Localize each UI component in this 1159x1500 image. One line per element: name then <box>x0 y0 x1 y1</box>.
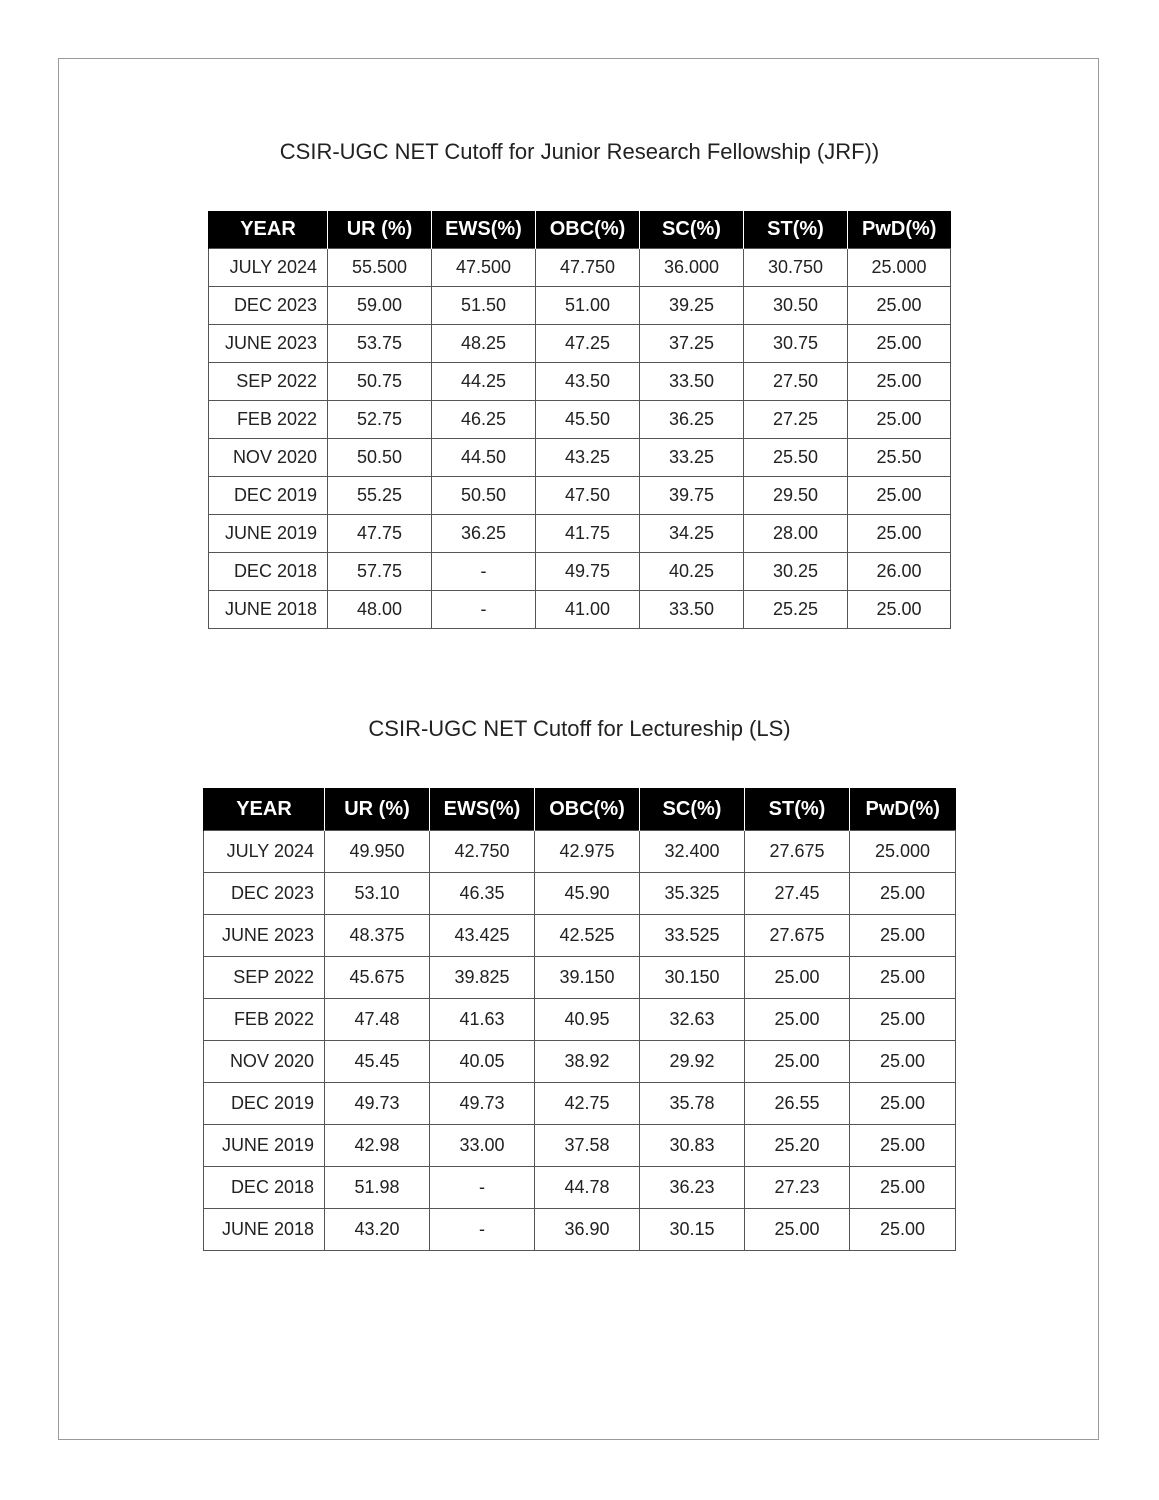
cutoff-value-cell: 46.35 <box>430 873 535 915</box>
year-cell: DEC 2018 <box>209 553 328 591</box>
cutoff-value-cell: 36.25 <box>432 515 536 553</box>
cutoff-value-cell: 25.50 <box>744 439 848 477</box>
year-cell: JUNE 2023 <box>209 325 328 363</box>
table-row <box>204 999 956 1041</box>
cutoff-value-cell: 37.25 <box>640 325 744 363</box>
cutoff-value-cell: 45.45 <box>325 1041 430 1083</box>
cutoff-value-cell: - <box>432 591 536 629</box>
table-header-row <box>209 211 951 249</box>
cutoff-value-cell: 47.500 <box>432 249 536 287</box>
year-cell: DEC 2019 <box>204 1083 325 1125</box>
jrf-cutoff-table <box>208 211 951 629</box>
cutoff-value-cell: 51.00 <box>536 287 640 325</box>
table-header-row <box>204 788 956 831</box>
cutoff-value-cell: - <box>430 1167 535 1209</box>
cutoff-value-cell: 25.50 <box>848 439 951 477</box>
cutoff-value-cell: 32.63 <box>640 999 745 1041</box>
cutoff-value-cell: 25.000 <box>848 249 951 287</box>
cutoff-value-cell: 49.73 <box>430 1083 535 1125</box>
cutoff-value-cell: 44.25 <box>432 363 536 401</box>
cutoff-value-cell: 35.325 <box>640 873 745 915</box>
table-row <box>204 957 956 999</box>
ls-cutoff-table <box>203 788 956 1251</box>
year-cell: SEP 2022 <box>204 957 325 999</box>
cutoff-value-cell: 43.25 <box>536 439 640 477</box>
cutoff-value-cell: 42.75 <box>535 1083 640 1125</box>
cutoff-value-cell: 39.25 <box>640 287 744 325</box>
cutoff-value-cell: 47.48 <box>325 999 430 1041</box>
cutoff-value-cell: 36.23 <box>640 1167 745 1209</box>
cutoff-value-cell: 27.25 <box>744 401 848 439</box>
cutoff-value-cell: 25.00 <box>850 1083 956 1125</box>
cutoff-value-cell: 42.525 <box>535 915 640 957</box>
cutoff-value-cell: 42.750 <box>430 831 535 873</box>
cutoff-value-cell: 30.83 <box>640 1125 745 1167</box>
column-header: SC(%) <box>640 788 745 831</box>
cutoff-value-cell: 25.00 <box>848 287 951 325</box>
cutoff-value-cell: 25.00 <box>848 515 951 553</box>
cutoff-value-cell: 45.675 <box>325 957 430 999</box>
cutoff-value-cell: 33.00 <box>430 1125 535 1167</box>
table-row <box>204 1083 956 1125</box>
table-row <box>209 439 951 477</box>
cutoff-value-cell: 50.50 <box>328 439 432 477</box>
column-header: PwD(%) <box>848 211 951 249</box>
table-row <box>204 873 956 915</box>
column-header: OBC(%) <box>535 788 640 831</box>
cutoff-value-cell: 30.25 <box>744 553 848 591</box>
cutoff-value-cell: 38.92 <box>535 1041 640 1083</box>
cutoff-value-cell: 41.63 <box>430 999 535 1041</box>
table-row <box>209 591 951 629</box>
table-row <box>204 831 956 873</box>
cutoff-value-cell: 25.25 <box>744 591 848 629</box>
cutoff-value-cell: 25.00 <box>850 1041 956 1083</box>
year-cell: FEB 2022 <box>204 999 325 1041</box>
year-cell: JULY 2024 <box>209 249 328 287</box>
cutoff-value-cell: 27.50 <box>744 363 848 401</box>
cutoff-value-cell: 27.675 <box>745 915 850 957</box>
cutoff-value-cell: 30.50 <box>744 287 848 325</box>
year-cell: JULY 2024 <box>204 831 325 873</box>
year-cell: JUNE 2023 <box>204 915 325 957</box>
cutoff-value-cell: 40.05 <box>430 1041 535 1083</box>
cutoff-value-cell: 25.00 <box>850 873 956 915</box>
cutoff-value-cell: 25.00 <box>850 1209 956 1251</box>
table-row <box>204 1125 956 1167</box>
year-cell: JUNE 2019 <box>209 515 328 553</box>
year-cell: DEC 2023 <box>204 873 325 915</box>
cutoff-value-cell: 25.00 <box>745 957 850 999</box>
cutoff-value-cell: 48.00 <box>328 591 432 629</box>
cutoff-value-cell: 34.25 <box>640 515 744 553</box>
cutoff-value-cell: 33.50 <box>640 591 744 629</box>
cutoff-value-cell: 25.00 <box>745 999 850 1041</box>
cutoff-value-cell: 26.55 <box>745 1083 850 1125</box>
cutoff-value-cell: 25.00 <box>850 1125 956 1167</box>
cutoff-value-cell: 33.525 <box>640 915 745 957</box>
cutoff-value-cell: 47.25 <box>536 325 640 363</box>
cutoff-value-cell: 25.00 <box>848 363 951 401</box>
cutoff-value-cell: 33.25 <box>640 439 744 477</box>
cutoff-value-cell: 50.50 <box>432 477 536 515</box>
cutoff-value-cell: 42.98 <box>325 1125 430 1167</box>
cutoff-value-cell: 47.50 <box>536 477 640 515</box>
cutoff-value-cell: 51.50 <box>432 287 536 325</box>
column-header: YEAR <box>204 788 325 831</box>
year-cell: JUNE 2018 <box>209 591 328 629</box>
table-row <box>209 515 951 553</box>
cutoff-value-cell: 28.00 <box>744 515 848 553</box>
table-row <box>204 1167 956 1209</box>
column-header: ST(%) <box>745 788 850 831</box>
cutoff-value-cell: 33.50 <box>640 363 744 401</box>
cutoff-value-cell: 39.825 <box>430 957 535 999</box>
cutoff-value-cell: 55.500 <box>328 249 432 287</box>
year-cell: JUNE 2019 <box>204 1125 325 1167</box>
cutoff-value-cell: 57.75 <box>328 553 432 591</box>
column-header: ST(%) <box>744 211 848 249</box>
year-cell: DEC 2019 <box>209 477 328 515</box>
cutoff-value-cell: - <box>432 553 536 591</box>
cutoff-value-cell: 53.75 <box>328 325 432 363</box>
year-cell: NOV 2020 <box>209 439 328 477</box>
cutoff-value-cell: 47.750 <box>536 249 640 287</box>
cutoff-value-cell: 40.95 <box>535 999 640 1041</box>
year-cell: JUNE 2018 <box>204 1209 325 1251</box>
year-cell: DEC 2018 <box>204 1167 325 1209</box>
cutoff-value-cell: 25.00 <box>850 999 956 1041</box>
cutoff-value-cell: 25.000 <box>850 831 956 873</box>
cutoff-value-cell: 42.975 <box>535 831 640 873</box>
cutoff-value-cell: 30.75 <box>744 325 848 363</box>
column-header: YEAR <box>209 211 328 249</box>
column-header: EWS(%) <box>432 211 536 249</box>
cutoff-value-cell: 48.375 <box>325 915 430 957</box>
table-row <box>204 915 956 957</box>
cutoff-value-cell: 43.425 <box>430 915 535 957</box>
cutoff-value-cell: 25.00 <box>850 1167 956 1209</box>
cutoff-value-cell: 27.23 <box>745 1167 850 1209</box>
cutoff-value-cell: 36.25 <box>640 401 744 439</box>
column-header: OBC(%) <box>536 211 640 249</box>
cutoff-value-cell: 48.25 <box>432 325 536 363</box>
cutoff-value-cell: - <box>430 1209 535 1251</box>
cutoff-value-cell: 25.00 <box>850 957 956 999</box>
table-row <box>204 1209 956 1251</box>
cutoff-value-cell: 49.75 <box>536 553 640 591</box>
cutoff-value-cell: 25.20 <box>745 1125 850 1167</box>
cutoff-value-cell: 30.750 <box>744 249 848 287</box>
cutoff-value-cell: 44.78 <box>535 1167 640 1209</box>
column-header: UR (%) <box>325 788 430 831</box>
cutoff-value-cell: 25.00 <box>850 915 956 957</box>
table-row <box>209 401 951 439</box>
column-header: PwD(%) <box>850 788 956 831</box>
cutoff-value-cell: 43.50 <box>536 363 640 401</box>
cutoff-value-cell: 39.75 <box>640 477 744 515</box>
table-row <box>209 363 951 401</box>
cutoff-value-cell: 47.75 <box>328 515 432 553</box>
table-row <box>204 1041 956 1083</box>
cutoff-value-cell: 25.00 <box>848 401 951 439</box>
cutoff-value-cell: 49.73 <box>325 1083 430 1125</box>
year-cell: SEP 2022 <box>209 363 328 401</box>
cutoff-value-cell: 25.00 <box>745 1209 850 1251</box>
column-header: SC(%) <box>640 211 744 249</box>
year-cell: DEC 2023 <box>209 287 328 325</box>
cutoff-value-cell: 41.75 <box>536 515 640 553</box>
cutoff-value-cell: 59.00 <box>328 287 432 325</box>
cutoff-value-cell: 30.150 <box>640 957 745 999</box>
cutoff-value-cell: 55.25 <box>328 477 432 515</box>
cutoff-value-cell: 50.75 <box>328 363 432 401</box>
cutoff-value-cell: 49.950 <box>325 831 430 873</box>
ls-table-title: CSIR-UGC NET Cutoff for Lectureship (LS) <box>368 716 791 741</box>
cutoff-value-cell: 53.10 <box>325 873 430 915</box>
year-cell: NOV 2020 <box>204 1041 325 1083</box>
cutoff-value-cell: 52.75 <box>328 401 432 439</box>
cutoff-value-cell: 30.15 <box>640 1209 745 1251</box>
year-cell: FEB 2022 <box>209 401 328 439</box>
cutoff-value-cell: 27.45 <box>745 873 850 915</box>
cutoff-value-cell: 25.00 <box>745 1041 850 1083</box>
table-row <box>209 477 951 515</box>
table-row <box>209 553 951 591</box>
cutoff-value-cell: 35.78 <box>640 1083 745 1125</box>
cutoff-value-cell: 45.50 <box>536 401 640 439</box>
cutoff-value-cell: 25.00 <box>848 591 951 629</box>
cutoff-value-cell: 41.00 <box>536 591 640 629</box>
cutoff-value-cell: 25.00 <box>848 325 951 363</box>
table-row <box>209 325 951 363</box>
cutoff-value-cell: 36.90 <box>535 1209 640 1251</box>
cutoff-value-cell: 25.00 <box>848 477 951 515</box>
cutoff-value-cell: 26.00 <box>848 553 951 591</box>
cutoff-value-cell: 32.400 <box>640 831 745 873</box>
cutoff-value-cell: 36.000 <box>640 249 744 287</box>
jrf-table-title: CSIR-UGC NET Cutoff for Junior Research Fellowship (JRF)) <box>279 139 880 164</box>
column-header: UR (%) <box>328 211 432 249</box>
cutoff-value-cell: 29.50 <box>744 477 848 515</box>
cutoff-value-cell: 46.25 <box>432 401 536 439</box>
cutoff-value-cell: 43.20 <box>325 1209 430 1251</box>
cutoff-value-cell: 37.58 <box>535 1125 640 1167</box>
cutoff-value-cell: 39.150 <box>535 957 640 999</box>
cutoff-value-cell: 45.90 <box>535 873 640 915</box>
cutoff-value-cell: 27.675 <box>745 831 850 873</box>
table-row <box>209 287 951 325</box>
table-row <box>209 249 951 287</box>
column-header: EWS(%) <box>430 788 535 831</box>
cutoff-value-cell: 29.92 <box>640 1041 745 1083</box>
cutoff-value-cell: 44.50 <box>432 439 536 477</box>
cutoff-value-cell: 51.98 <box>325 1167 430 1209</box>
cutoff-value-cell: 40.25 <box>640 553 744 591</box>
